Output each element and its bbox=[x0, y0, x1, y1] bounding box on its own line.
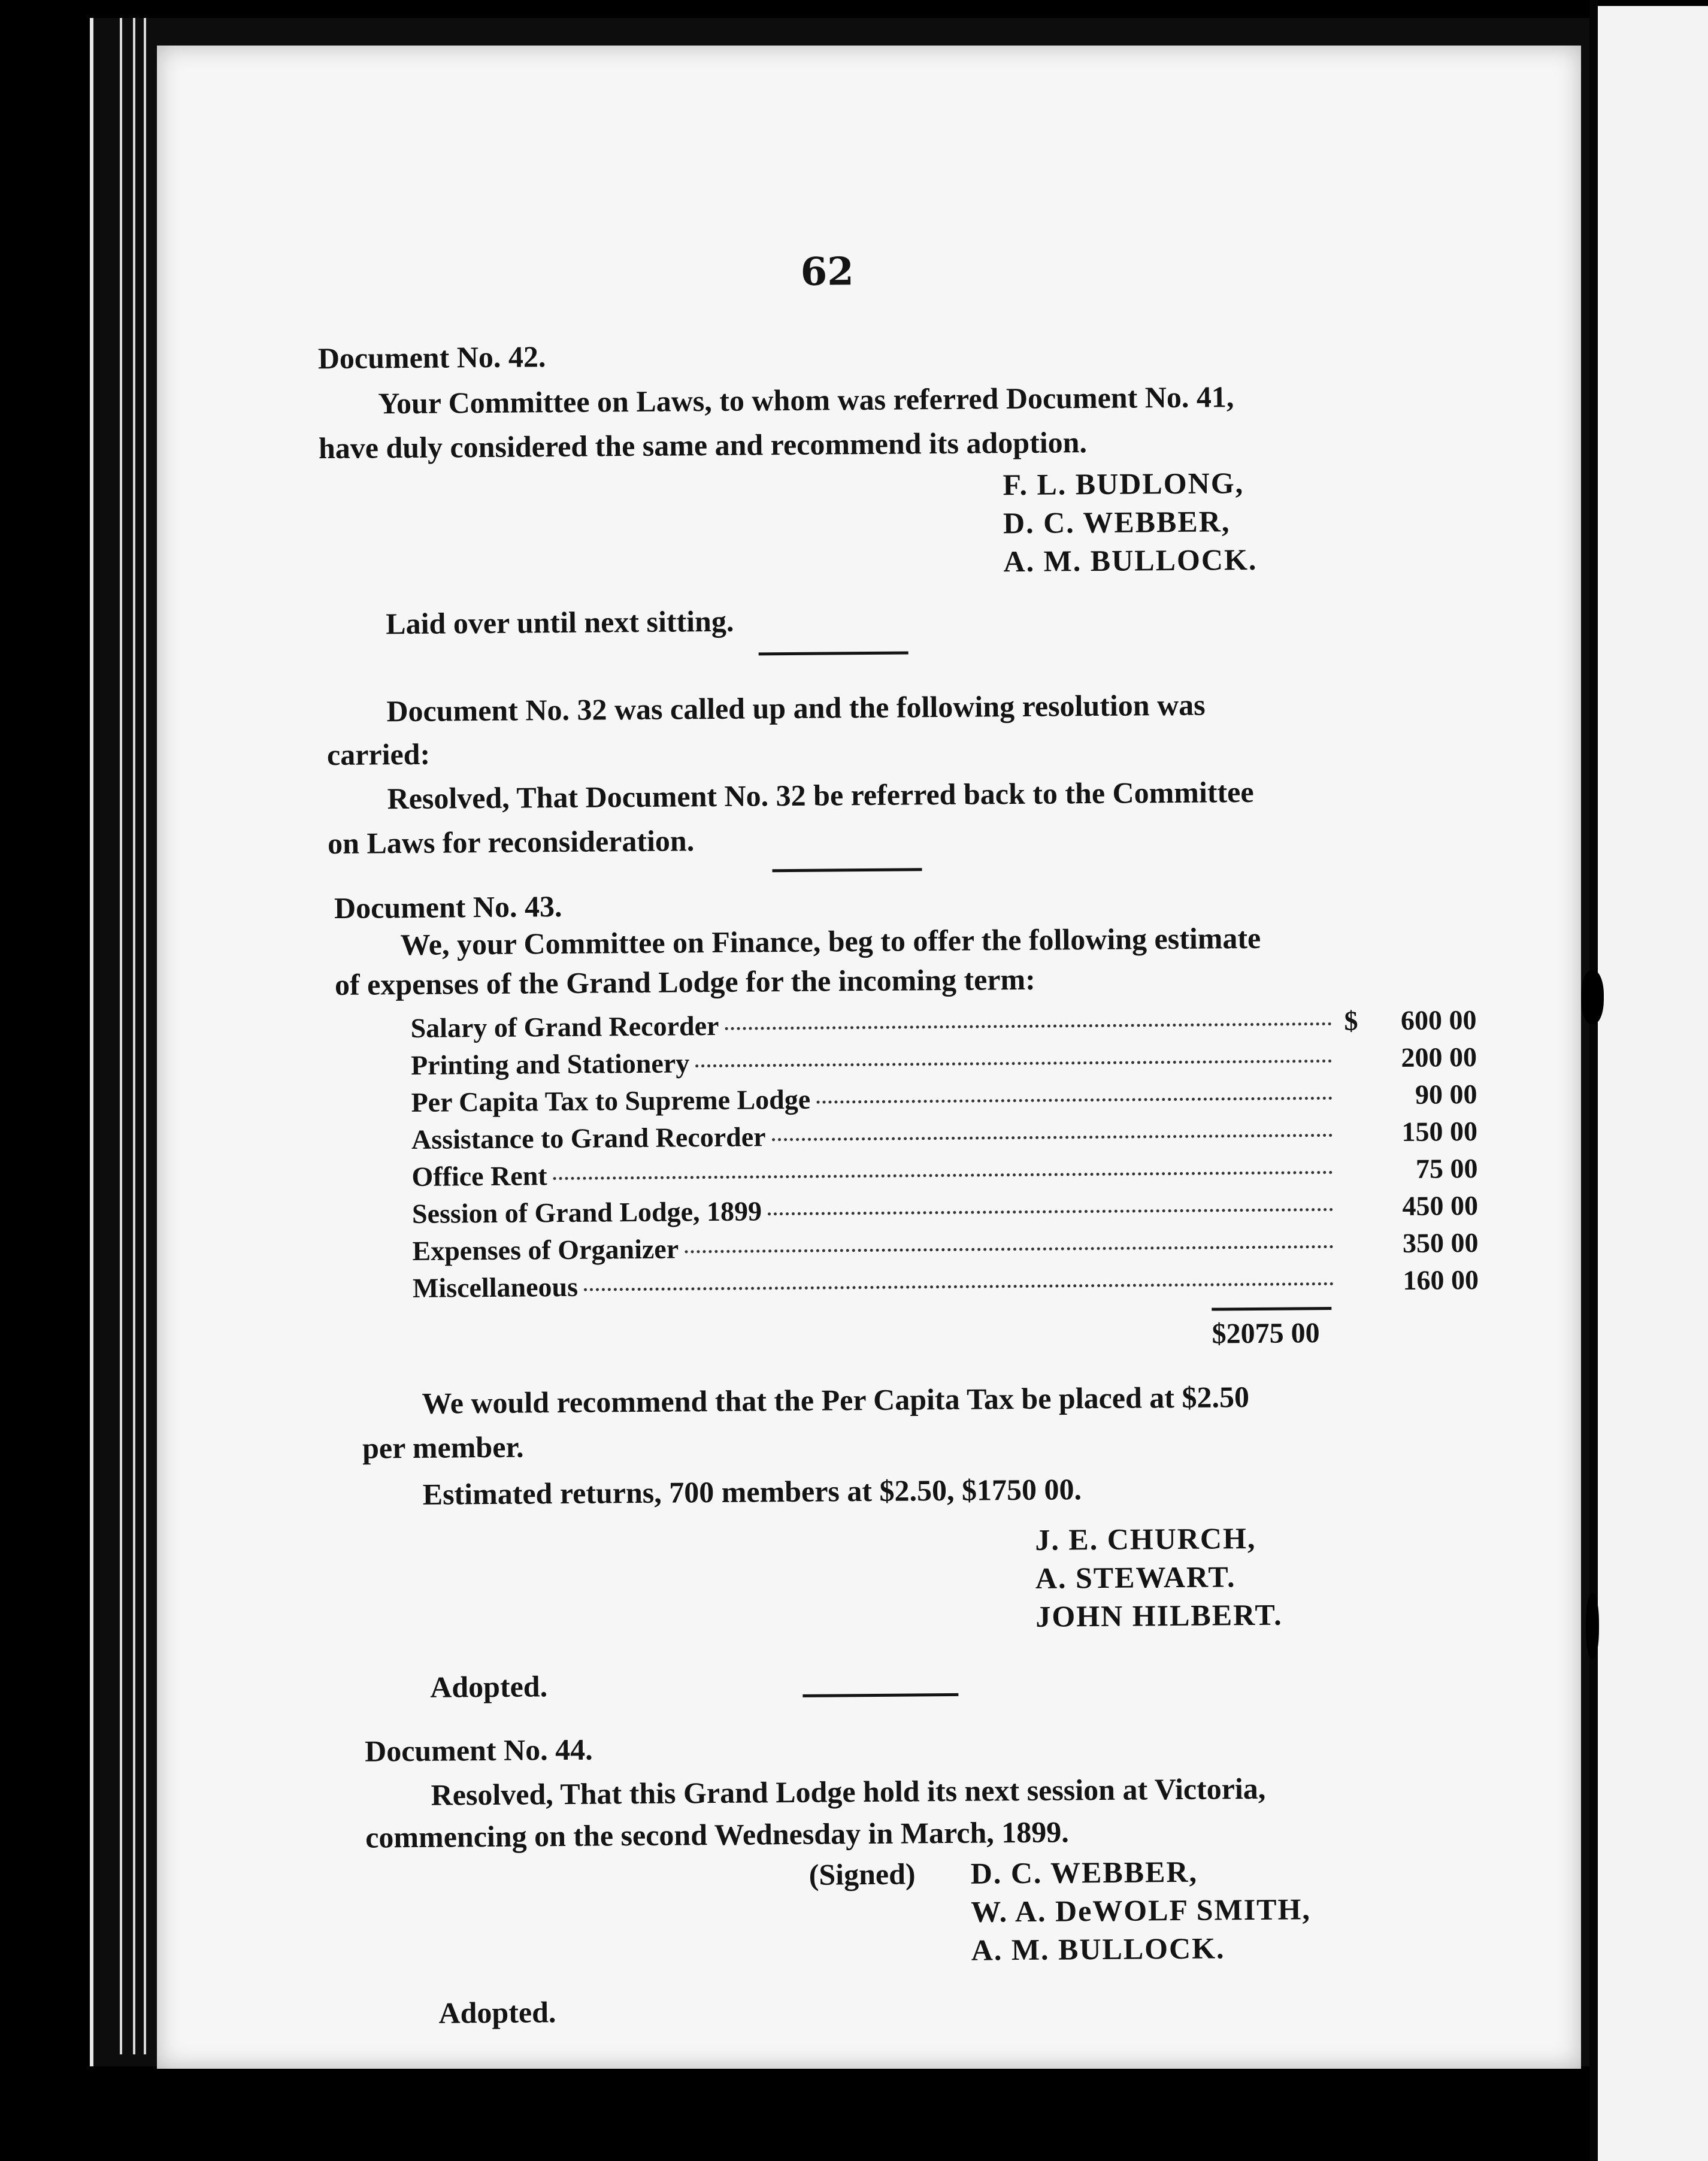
expense-amount: 160 00 bbox=[1403, 1264, 1479, 1296]
doc43-text-line: per member. bbox=[362, 1430, 524, 1465]
expense-label: Per Capita Tax to Supreme Lodge bbox=[411, 1083, 811, 1118]
doc43-heading: Document No. 43. bbox=[334, 889, 562, 925]
expense-estimate-table bbox=[410, 1004, 1479, 1309]
dot-leader bbox=[816, 1097, 1332, 1104]
expense-label: Salary of Grand Recorder bbox=[410, 1010, 719, 1044]
doc32-text-line: Resolved, That Document No. 32 be referred back to the Committee bbox=[387, 774, 1254, 816]
doc42-heading: Document No. 42. bbox=[317, 340, 546, 376]
doc43-signatory: J. E. CHURCH, bbox=[1035, 1521, 1256, 1557]
doc42-signatory: F. L. BUDLONG, bbox=[1003, 466, 1244, 502]
printed-page bbox=[157, 46, 1581, 2069]
doc44-text-line: commencing on the second Wednesday in March, 1899. bbox=[365, 1815, 1069, 1854]
doc44-text-line: Resolved, That this Grand Lodge hold its next session at Victoria, bbox=[431, 1771, 1266, 1812]
dot-leader bbox=[695, 1060, 1332, 1067]
doc44-signatory: D. C. WEBBER, bbox=[970, 1854, 1198, 1890]
doc44-signatory: A. M. BULLOCK. bbox=[971, 1931, 1225, 1967]
expense-amount: 75 00 bbox=[1415, 1153, 1478, 1184]
doc32-text-line: carried: bbox=[326, 737, 431, 772]
dot-leader bbox=[553, 1171, 1333, 1180]
page-number: 62 bbox=[800, 249, 855, 295]
expense-label: Miscellaneous bbox=[412, 1271, 579, 1303]
expense-amount: 600 00 bbox=[1400, 1004, 1477, 1036]
doc42-text-line: have duly considered the same and recommend its adoption. bbox=[318, 425, 1088, 465]
expense-amount: 90 00 bbox=[1415, 1079, 1477, 1110]
binding-mark bbox=[1586, 1593, 1599, 1659]
page-edge-line bbox=[144, 18, 146, 2054]
page-edge-line bbox=[133, 18, 135, 2054]
doc43-text-line: of expenses of the Grand Lodge for the incoming term: bbox=[334, 962, 1035, 1002]
expense-label: Assistance to Grand Recorder bbox=[411, 1121, 766, 1155]
dot-leader bbox=[685, 1245, 1333, 1254]
doc43-text-line: We, your Committee on Finance, beg to offer the following estimate bbox=[400, 921, 1261, 962]
expense-amount: 450 00 bbox=[1402, 1190, 1479, 1222]
expense-label: Session of Grand Lodge, 1899 bbox=[411, 1195, 762, 1229]
section-divider bbox=[802, 1693, 958, 1697]
doc43-action: Adopted. bbox=[430, 1669, 548, 1704]
dot-leader bbox=[725, 1022, 1331, 1030]
expense-total: $2075 00 bbox=[1212, 1317, 1320, 1350]
doc43-text-line: Estimated returns, 700 members at $2.50, $1750 00. bbox=[422, 1472, 1082, 1511]
total-rule bbox=[1212, 1307, 1331, 1311]
signed-label: (Signed) bbox=[808, 1857, 916, 1891]
section-divider bbox=[759, 651, 908, 655]
section-divider bbox=[773, 868, 922, 872]
doc42-action: Laid over until next sitting. bbox=[386, 604, 734, 641]
doc44-action: Adopted. bbox=[438, 1995, 556, 2030]
doc32-text-line: Document No. 32 was called up and the following resolution was bbox=[386, 688, 1206, 728]
dot-leader bbox=[584, 1282, 1334, 1291]
doc43-signatory: JOHN HILBERT. bbox=[1035, 1597, 1283, 1633]
expense-amount: 200 00 bbox=[1401, 1042, 1477, 1073]
expense-label: Printing and Stationery bbox=[410, 1048, 690, 1081]
doc42-text-line: Your Committee on Laws, to whom was referred Document No. 41, bbox=[378, 380, 1234, 420]
facing-page bbox=[1598, 6, 1708, 2161]
dot-leader bbox=[772, 1134, 1333, 1141]
doc43-text-line: We would recommend that the Per Capita Tax be placed at $2.50 bbox=[422, 1380, 1250, 1420]
doc43-signatory: A. STEWART. bbox=[1035, 1560, 1236, 1595]
expense-row bbox=[413, 1264, 1479, 1309]
dot-leader bbox=[768, 1208, 1333, 1215]
doc42-signatory: D. C. WEBBER, bbox=[1003, 504, 1231, 540]
doc44-heading: Document No. 44. bbox=[364, 1732, 593, 1768]
doc42-signatory: A. M. BULLOCK. bbox=[1003, 542, 1258, 579]
spine-gap bbox=[1589, 0, 1598, 2161]
binding-mark bbox=[1581, 970, 1604, 1024]
page-edge-line bbox=[120, 18, 122, 2054]
doc44-signatory: W. A. DeWOLF SMITH, bbox=[970, 1892, 1312, 1929]
expense-amount: 150 00 bbox=[1401, 1116, 1478, 1148]
doc32-text-line: on Laws for reconsideration. bbox=[327, 824, 695, 861]
expense-label: Office Rent bbox=[411, 1160, 547, 1193]
currency-symbol: $ bbox=[1344, 1005, 1358, 1036]
expense-amount: 350 00 bbox=[1402, 1227, 1479, 1259]
expense-label: Expenses of Organizer bbox=[412, 1233, 679, 1266]
